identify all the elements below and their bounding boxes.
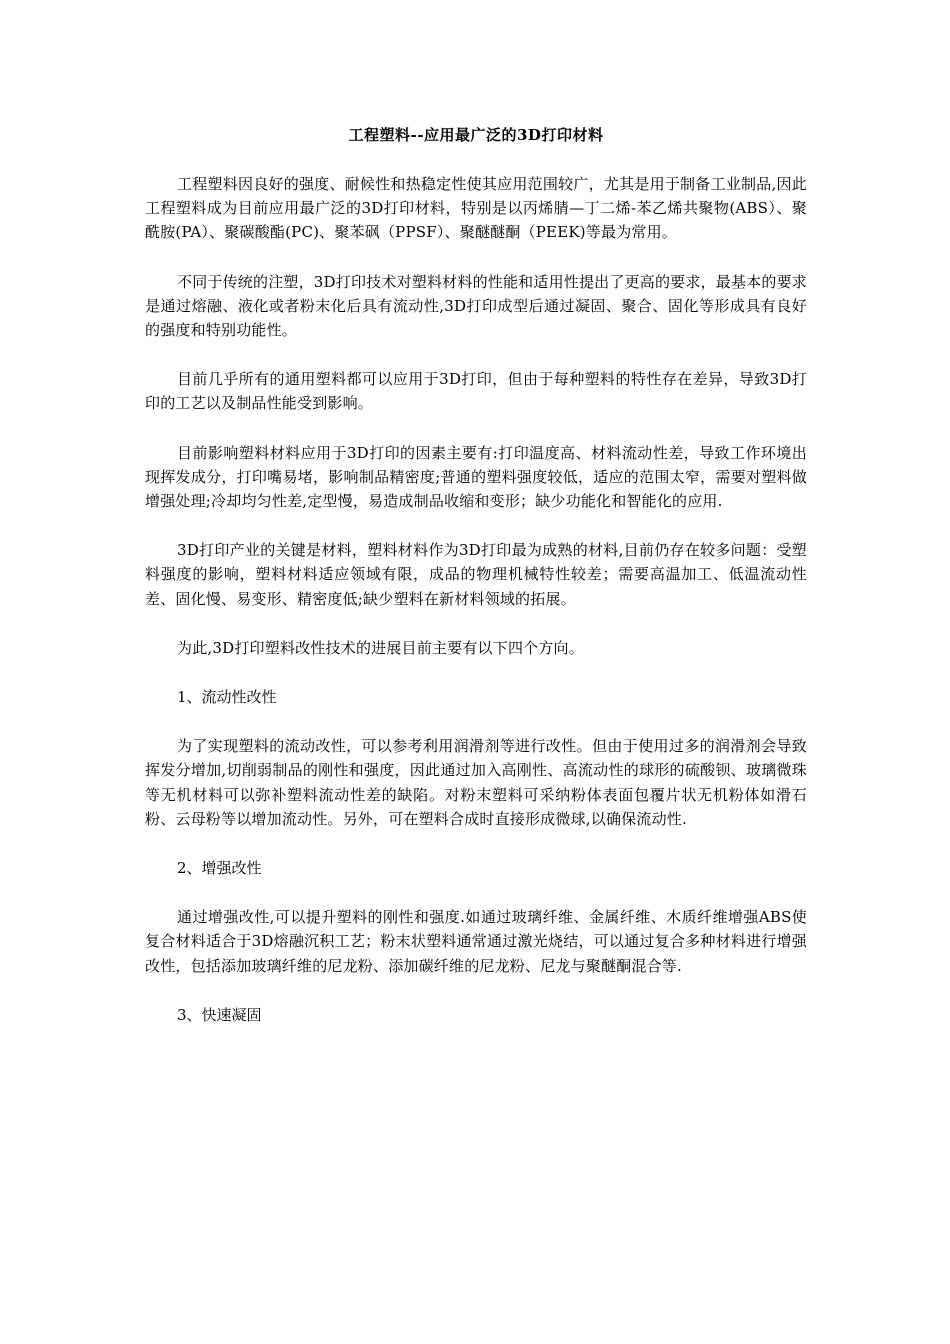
paragraph-requirements: 不同于传统的注塑，3D打印技术对塑料材料的性能和适用性提出了更高的要求，最基本的要求是通过熔融、液化或者粉末化后具有流动性,3D打印成型后通过凝固、聚合、固化等形成具有良好的强度和特别功能性。	[145, 272, 807, 340]
paragraph-reinforce: 通过增强改性,可以提升塑料的刚性和强度.如通过玻璃纤维、金属纤维、木质纤维增强ABS使复合材料适合于3D熔融沉积工艺；粉末状塑料通常通过激光烧结，可以通过复合多种材料进行增强改性，包括添加玻璃纤维的尼龙粉、添加碳纤维的尼龙粉、尼龙与聚醚酮混合等.	[145, 908, 807, 975]
document-title: 工程塑料--应用最广泛的3D打印材料	[348, 126, 604, 144]
section-heading-flow: 1、流动性改性	[177, 688, 277, 707]
document-page	[145, 124, 807, 1052]
paragraph-factors: 目前影响塑料材料应用于3D打印的因素主要有:打印温度高、材料流动性差，导致工作环境出现挥发成分，打印嘴易堵，影响制品精密度;普通的塑料强度较低，适应的范围太窄，需要对塑料做增强处理;冷却均匀性差,定型慢，易造成制品收缩和变形；缺少功能化和智能化的应用.	[145, 443, 807, 511]
section-heading-reinforce: 2、增强改性	[177, 859, 262, 878]
paragraph-flow: 为了实现塑料的流动改性，可以参考利用润滑剂等进行改性。但由于使用过多的润滑剂会导致挥发分增加,切削弱制品的刚性和强度，因此通过加入高刚性、高流动性的球形的硫酸钡、玻璃微珠等无机材料可以弥补塑料流动性差的缺陷。对粉末塑料可采纳粉体表面包覆片状无机粉体如滑石粉、云母粉等以增加流动性。另外，可在塑料合成时直接形成微球,以确保流动性.	[145, 737, 807, 828]
section-heading-solidify: 3、快速凝固	[177, 1005, 262, 1024]
paragraph-general-plastics: 目前几乎所有的通用塑料都可以应用于3D打印，但由于每种塑料的特性存在差异，导致3D打印的工艺以及制品性能受到影响。	[145, 370, 807, 413]
paragraph-intro: 工程塑料因良好的强度、耐候性和热稳定性使其应用范围较广，尤其是用于制备工业制品,因此工程塑料成为目前应用最广泛的3D打印材料，特别是以丙烯腈—丁二烯-苯乙烯共聚物(ABS）、聚酰胺(PA）、聚碳酸酯(PC)、聚苯砜（PPSF）、聚醚醚酮（PEEK)等最为常用。	[145, 175, 807, 242]
paragraph-directions: 为此,3D打印塑料改性技术的进展目前主要有以下四个方向。	[177, 638, 584, 657]
paragraph-industry-key: 3D打印产业的关键是材料，塑料材料作为3D打印最为成熟的材料,目前仍存在较多问题：受塑料强度的影响，塑料材料适应领域有限，成品的物理机械特性较差；需要高温加工、低温流动性差、固化慢、易变形、精密度低;缺少塑料在新材料领域的拓展。	[145, 541, 807, 608]
